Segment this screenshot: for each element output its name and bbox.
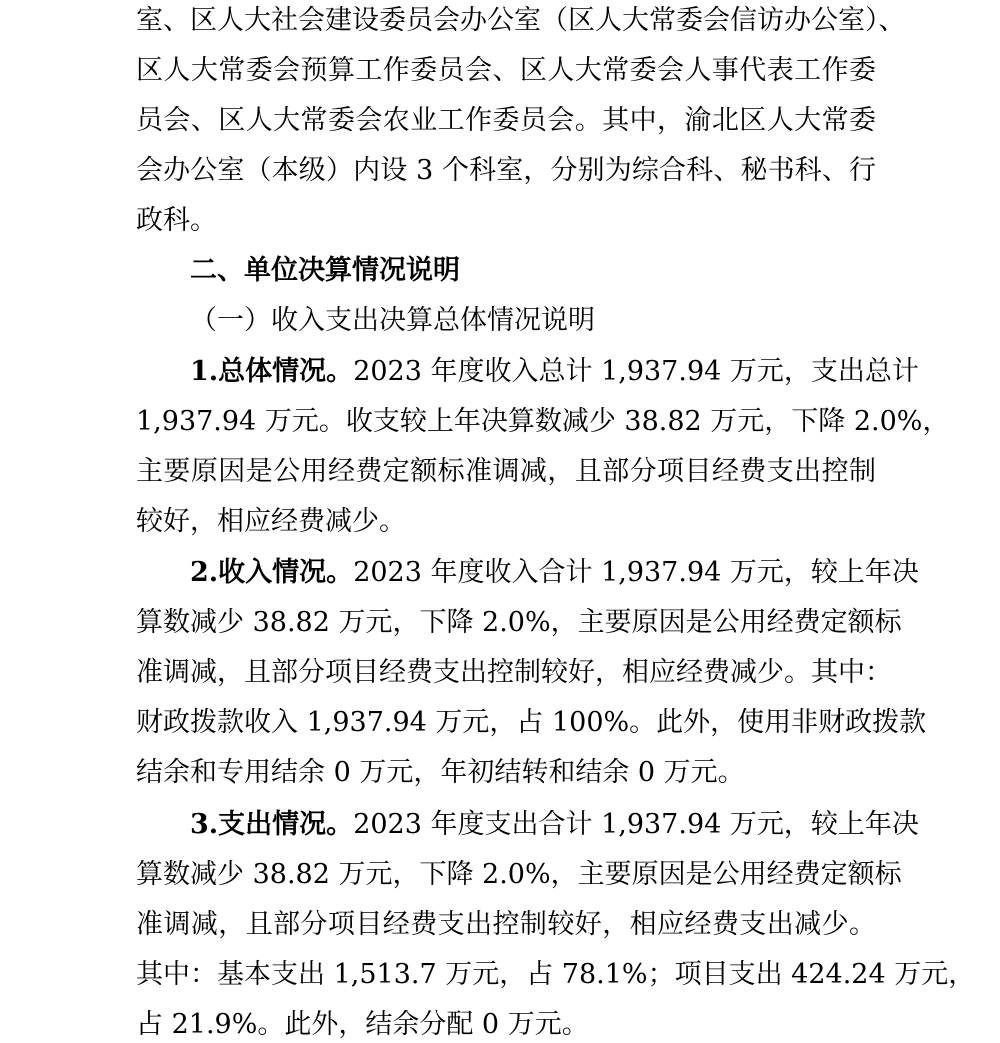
para1-line-1: 2023 年度收入总计 1,937.94 万元，支出总计 xyxy=(353,356,919,387)
intro-line-2: 区人大常委会预算工作委员会、区人大常委会人事代表工作委 xyxy=(136,55,876,86)
intro-line-4: 会办公室（本级）内设 3 个科室，分别为综合科、秘书科、行 xyxy=(136,155,876,186)
section-heading: 二、单位决算情况说明 xyxy=(190,255,460,286)
para1-label: 1.总体情况。 xyxy=(190,356,354,387)
intro-line-1: 室、区人大社会建设委员会办公室（区人大常委会信访办公室）、 xyxy=(136,5,906,36)
para1-line-2: 1,937.94 万元。收支较上年决算数减少 38.82 万元，下降 2.0%， xyxy=(136,406,950,437)
para1-line-3: 主要原因是公用经费定额标准调减，且部分项目经费支出控制 xyxy=(136,456,876,487)
intro-line-3: 员会、区人大常委会农业工作委员会。其中，渝北区人大常委 xyxy=(136,105,876,136)
para2-line-3: 准调减，且部分项目经费支出控制较好，相应经费减少。其中： xyxy=(136,657,892,688)
para1-line-4: 较好，相应经费减少。 xyxy=(136,506,406,537)
para3-line-3: 准调减，且部分项目经费支出控制较好，相应经费支出减少。 xyxy=(136,909,876,940)
para3-label: 3.支出情况。 xyxy=(190,809,354,840)
para2-line-5: 结余和专用结余 0 万元，年初结转和结余 0 万元。 xyxy=(136,757,745,788)
para2-line-4: 财政拨款收入 1,937.94 万元，占 100%。此外，使用非财政拨款 xyxy=(136,707,927,738)
para3-line-1: 2023 年度支出合计 1,937.94 万元，较上年决 xyxy=(353,809,919,840)
para3-line-5: 占 21.9%。此外，结余分配 0 万元。 xyxy=(136,1009,589,1040)
subsection-heading: （一）收入支出决算总体情况说明 xyxy=(190,305,595,336)
para1-first-line xyxy=(190,355,919,389)
intro-line-5: 政科。 xyxy=(136,205,217,236)
para3-line-2: 算数减少 38.82 万元，下降 2.0%，主要原因是公用经费定额标 xyxy=(136,859,902,890)
para2-first-line xyxy=(190,556,919,590)
para2-line-2: 算数减少 38.82 万元，下降 2.0%，主要原因是公用经费定额标 xyxy=(136,607,902,638)
para2-label: 2.收入情况。 xyxy=(190,557,354,588)
para3-line-4: 其中：基本支出 1,513.7 万元，占 78.1%；项目支出 424.24 万元， xyxy=(136,959,976,990)
para2-line-1: 2023 年度收入合计 1,937.94 万元，较上年决 xyxy=(353,557,919,588)
para3-first-line xyxy=(190,808,919,842)
